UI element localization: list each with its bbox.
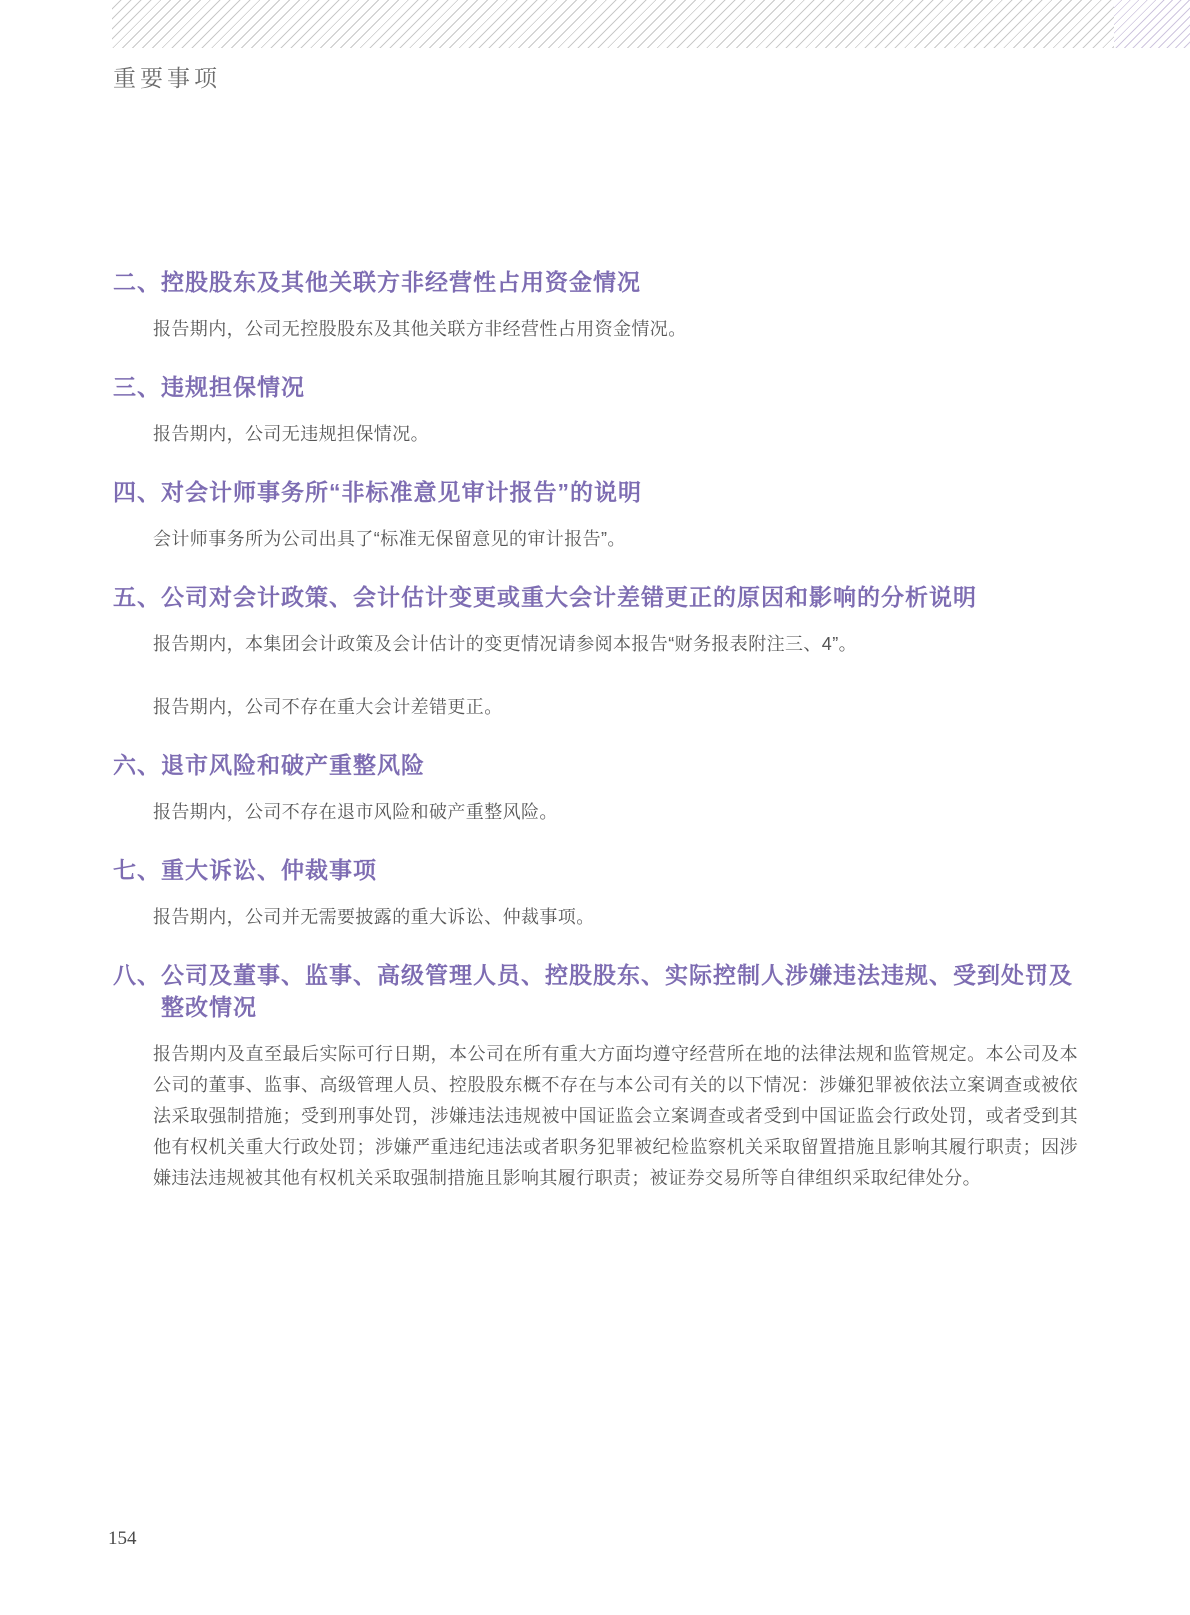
section-paragraph: 报告期内，公司不存在退市风险和破产重整风险。 bbox=[153, 802, 558, 822]
section-number: 六、 bbox=[113, 752, 161, 778]
section-paragraph: 报告期内，公司无控股股东及其他关联方非经营性占用资金情况。 bbox=[153, 319, 687, 339]
section-title: 公司对会计政策、会计估计变更或重大会计差错更正的原因和影响的分析说明 bbox=[161, 584, 977, 610]
section-title: 对会计师事务所“非标准意见审计报告”的说明 bbox=[161, 479, 642, 505]
section-title: 违规担保情况 bbox=[161, 374, 305, 400]
section-number: 八、 bbox=[113, 962, 161, 988]
report-section bbox=[113, 266, 1078, 345]
section-body bbox=[153, 1039, 1078, 1194]
section-paragraph: 会计师事务所为公司出具了“标准无保留意见的审计报告”。 bbox=[153, 529, 626, 549]
hatch-pattern-gray bbox=[112, 0, 1114, 48]
section-paragraph: 报告期内，公司不存在重大会计差错更正。 bbox=[153, 697, 503, 717]
report-section bbox=[113, 581, 1078, 723]
report-section bbox=[113, 371, 1078, 450]
section-body bbox=[153, 524, 1078, 555]
page-header-label: 重要事项 bbox=[113, 66, 221, 91]
report-section bbox=[113, 959, 1078, 1194]
section-body bbox=[153, 629, 1078, 723]
report-section bbox=[113, 749, 1078, 828]
section-paragraph: 报告期内，本集团会计政策及会计估计的变更情况请参阅本报告“财务报表附注三、4”。 bbox=[153, 634, 857, 654]
section-title: 重大诉讼、仲裁事项 bbox=[161, 857, 377, 883]
section-heading bbox=[113, 266, 1078, 298]
section-body bbox=[153, 314, 1078, 345]
section-heading bbox=[113, 371, 1078, 403]
section-paragraph: 报告期内及直至最后实际可行日期，本公司在所有重大方面均遵守经营所在地的法律法规和监管规定。本公司及本公司的董事、监事、高级管理人员、控股股东概不存在与本公司有关的以下情况：涉嫌犯罪被依法立案调查或被依法采取强制措施；受到刑事处罚，涉嫌违法违规被中国证监会立案调查或者受到中国证监会行政处罚，或者受到其他有权机关重大行政处罚；涉嫌严重违纪违法或者职务犯罪被纪检监察机关采取留置措施且影响其履行职责；因涉嫌违法违规被其他有权机关采取强制措施且影响其履行职责；被证券交易所等自律组织采取纪律处分。 bbox=[153, 1044, 1078, 1188]
section-body bbox=[153, 797, 1078, 828]
section-body bbox=[153, 419, 1078, 450]
section-title: 控股股东及其他关联方非经营性占用资金情况 bbox=[161, 269, 641, 295]
section-number: 七、 bbox=[113, 857, 161, 883]
header-hatch-band bbox=[112, 0, 1190, 48]
report-section bbox=[113, 854, 1078, 933]
section-heading bbox=[113, 749, 1078, 781]
section-paragraph: 报告期内，公司无违规担保情况。 bbox=[153, 424, 429, 444]
section-number: 五、 bbox=[113, 584, 161, 610]
section-paragraph: 报告期内，公司并无需要披露的重大诉讼、仲裁事项。 bbox=[153, 907, 595, 927]
section-heading bbox=[113, 581, 1078, 613]
hatch-pattern-purple bbox=[1114, 0, 1190, 48]
section-number: 二、 bbox=[113, 269, 161, 295]
section-body bbox=[153, 902, 1078, 933]
section-heading bbox=[113, 476, 1078, 508]
section-heading bbox=[113, 959, 1078, 1023]
section-title: 退市风险和破产重整风险 bbox=[161, 752, 425, 778]
report-section bbox=[113, 476, 1078, 555]
section-title: 公司及董事、监事、高级管理人员、控股股东、实际控制人涉嫌违法违规、受到处罚及整改情况 bbox=[161, 962, 1073, 1020]
sections-container bbox=[113, 266, 1078, 1220]
page-number: 154 bbox=[108, 1528, 137, 1549]
section-number: 四、 bbox=[113, 479, 161, 505]
section-number: 三、 bbox=[113, 374, 161, 400]
section-heading bbox=[113, 854, 1078, 886]
